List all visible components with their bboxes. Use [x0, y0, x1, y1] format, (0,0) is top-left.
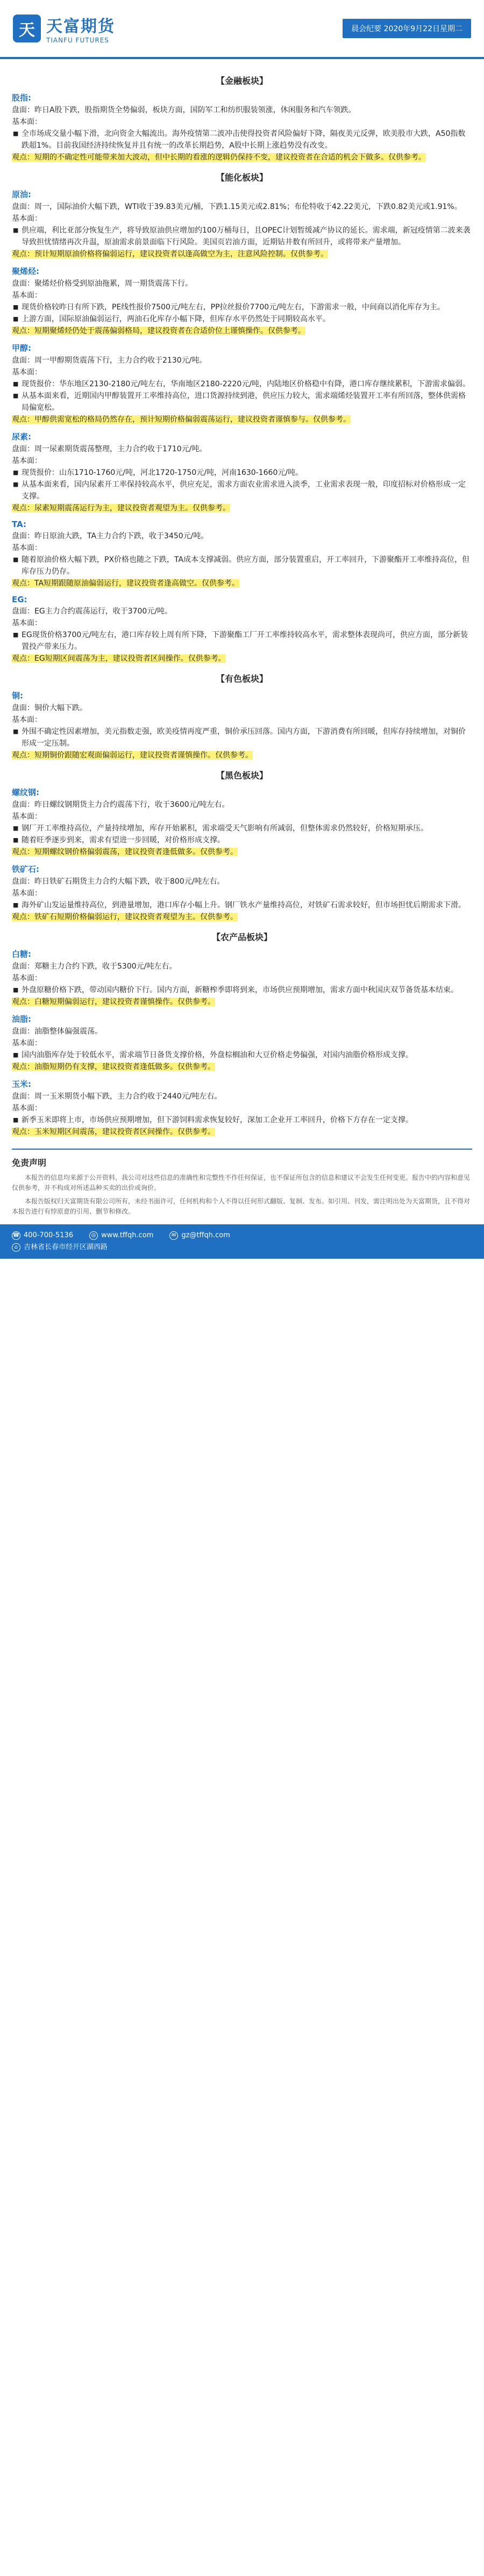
logo-chinese-name: 天富期货: [46, 17, 115, 36]
fundamentals-label: 基本面：: [12, 974, 42, 983]
company-logo: [13, 13, 115, 44]
view-statement: [12, 1126, 472, 1138]
fundamentals-point: ■ 从基本面来看，近期国内甲醇装置开工率维持高位，进口货源持续到港，供应压力较大，需求端烯烃装置开工率有所回落，整体供需格局偏宽松。: [12, 390, 472, 414]
disclaimer-title: 免责声明: [12, 1158, 47, 1168]
view-highlight: 观点：TA短期跟随原油偏弱运行，建议投资者逢高做空。仅供参考。: [12, 579, 240, 588]
footer-address-row: [12, 1242, 472, 1253]
category-title: 白糖:: [12, 949, 31, 959]
fundamentals-point: ■ 国内油脂库存处于较低水平，需求端节日备货支撑价格，外盘棕榈油和大豆价格走势偏强，对国内油脂价格形成支撑。: [12, 1049, 472, 1061]
block-polyolefin: [12, 265, 472, 337]
category-title: 聚烯烃:: [12, 266, 39, 276]
view-highlight: 观点：甲醇供需宽松的格局仍然存在，预计短期价格偏弱震荡运行，建议投资者谨慎参与。仅供参考。: [12, 415, 351, 424]
section-title-black: 【黑色板块】: [216, 770, 268, 781]
fundamentals-label: 基本面：: [12, 619, 42, 627]
block-urea: [12, 431, 472, 514]
market-summary: 盘面：郑糖主力合约下跌，收于5300元/吨左右。: [12, 962, 177, 971]
fundamentals-point: ■ 钢厂开工率维持高位，产量持续增加，库存开始累积，需求端受天气影响有所减弱，但整体需求仍然较好，价格短期承压。: [12, 822, 472, 834]
website-link[interactable]: www.tffqh.com: [101, 1231, 154, 1239]
view-statement: [12, 911, 472, 923]
view-highlight: 观点：短期的不确定性可能带来加大波动，但中长期的看涨的逻辑仍保持不变，建议投资者在合适的机会下做多。仅供参考。: [12, 153, 426, 162]
view-statement: [12, 1061, 472, 1073]
view-statement: [12, 653, 472, 665]
category-title: 股指:: [12, 93, 31, 103]
disclaimer-paragraph: 本报告的信息均来源于公开资料，我公司对这些信息的准确性和完整性不作任何保证，也不保证所包含的信息和建议不会发生任何变更。报告中的内容和意见仅供参考，并不构成对所述品种买卖的出价或询价。: [12, 1174, 471, 1192]
view-statement: [12, 248, 472, 260]
view-highlight: 观点：短期聚烯烃仍处于震荡偏弱格局，建议投资者在合适价位上谨慎操作。仅供参考。: [12, 327, 305, 335]
view-statement: [12, 996, 472, 1008]
block-iron-ore: [12, 863, 472, 923]
fundamentals-label: 基本面：: [12, 716, 42, 724]
block-ta: [12, 519, 472, 589]
report-date-banner: 晨会纪要 2020年9月22日星期二: [343, 19, 471, 38]
phone-icon: ☎: [12, 1231, 20, 1240]
fundamentals-point: ■ 从基本面来看，国内尿素开工率保持较高水平，供应充足，需求方面农业需求进入淡季，工业需求表现一般，印度招标对价格形成一定支撑。: [12, 479, 472, 502]
fundamentals-point: ■ 外盘原糖价格下跌，带动国内糖价下行。国内方面，新糖榨季即将到来，市场供应预期增加，需求方面中秋国庆双节备货基本结束。: [12, 984, 472, 996]
fundamentals-point: ■ 上游方面，国际原油偏弱运行，两油石化库存小幅下降，但库存水平仍然处于同期较高水平。: [12, 313, 472, 325]
block-rebar: [12, 786, 472, 858]
fundamentals-point: ■ 随着旺季逐步到来，需求有望进一步回暖，对价格形成支撑。: [12, 834, 472, 846]
market-summary: 盘面：昨日原油大跌，TA主力合约下跌，收于3450元/吨。: [12, 532, 209, 540]
fundamentals-label: 基本面：: [12, 1039, 42, 1048]
report-header: [0, 0, 484, 59]
fundamentals-point: ■ 供应端，利比亚部分恢复生产，将导致原油供应增加约100万桶每日，且OPEC计划暂缓减产协议的延长。需求端，新冠疫情第二波来袭导致担忧情绪再次升温，原油需求前景面临下行风险。美国页岩油方面，近期钻井数有所回升，或将带来产量增加。: [12, 225, 472, 248]
logo-english-name: TIANFU FUTURES: [46, 37, 109, 44]
category-title: 原油:: [12, 190, 31, 199]
morning-report-page: [0, 0, 484, 1259]
fundamentals-label: 基本面：: [12, 812, 42, 821]
footer-contact-row: [12, 1230, 472, 1242]
fundamentals-label: 基本面：: [12, 889, 42, 898]
market-summary: 盘面：周一，国际油价大幅下跌，WTI收于39.83美元/桶，下跌1.15美元或2.81%；布伦特收于42.22美元，下跌0.82美元或1.91%。: [12, 203, 462, 211]
block-oils: [12, 1013, 472, 1073]
view-highlight: 观点：短期螺纹钢价格偏弱震荡，建议投资者逢低做多。仅供参考。: [12, 848, 238, 856]
fundamentals-point: ■ 现货报价：华东地区2130-2180元/吨左右，华南地区2180-2220元/吨，内陆地区价格稳中有降，港口库存继续累积，下游需求偏弱。: [12, 378, 472, 390]
category-title: 螺纹钢:: [12, 788, 39, 797]
view-statement: [12, 414, 472, 425]
market-summary: 盘面：EG主力合约震荡运行，收于3700元/吨。: [12, 607, 173, 616]
fundamentals-point: ■ 现货报价：山东1710-1760元/吨，河北1720-1750元/吨，河南1630-1660元/吨。: [12, 467, 472, 479]
market-summary: 盘面：油脂整体偏强震荡。: [12, 1027, 102, 1036]
market-summary: 盘面：周一尿素期货震荡整理，主力合约收于1710元/吨。: [12, 445, 207, 453]
category-title: 玉米:: [12, 1079, 31, 1089]
location-icon: ⌂: [12, 1243, 20, 1252]
email-link[interactable]: gz@tffqh.com: [181, 1231, 230, 1239]
fundamentals-point: ■ 新季玉米即将上市，市场供应预期增加，但下游饲料需求恢复较好，深加工企业开工率回升，价格下方存在一定支撑。: [12, 1114, 472, 1126]
fundamentals-label: 基本面：: [12, 214, 42, 223]
fundamentals-label: 基本面：: [12, 118, 42, 126]
fundamentals-label: 基本面：: [12, 1104, 42, 1113]
market-summary: 盘面：聚烯烃价格受到原油拖累，周一期货震荡下行。: [12, 279, 193, 288]
view-highlight: 观点：预计短期原油价格将偏弱运行，建议投资者以逢高做空为主，注意风险控制。仅供参考。: [12, 250, 328, 258]
view-statement: [12, 749, 472, 761]
globe-icon: ◎: [89, 1231, 98, 1240]
block-crude-oil: [12, 189, 472, 260]
section-title-finance: 【金融板块】: [216, 76, 268, 86]
category-title: 铜:: [12, 691, 23, 701]
section-title-agri: 【农产品板块】: [211, 932, 272, 942]
market-summary: 盘面：昨日螺纹钢期货主力合约震荡下行，收于3600元/吨左右。: [12, 800, 230, 809]
view-highlight: 观点：尿素短期震荡运行为主，建议投资者观望为主。仅供参考。: [12, 504, 230, 513]
block-methanol: [12, 342, 472, 425]
view-statement: [12, 502, 472, 514]
section-title-energy: 【能化板块】: [216, 172, 268, 183]
category-title: 尿素:: [12, 432, 31, 442]
view-highlight: 观点：短期铜价跟随宏观面偏弱运行，建议投资者谨慎操作。仅供参考。: [12, 751, 253, 760]
market-summary: 盘面：周一甲醇期货震荡下行，主力合约收于2130元/吨。: [12, 356, 207, 365]
category-title: 铁矿石:: [12, 864, 39, 874]
market-summary: 盘面：昨日A股下跌，股指期货全势偏弱，板块方面，国防军工和纺织服装领涨，休闲服务和汽车领跌。: [12, 106, 356, 114]
category-title: EG:: [12, 595, 27, 604]
report-content: [0, 59, 484, 1217]
category-title: 油脂:: [12, 1014, 31, 1024]
fundamentals-label: 基本面：: [12, 291, 42, 300]
market-summary: 盘面：周一玉米期货小幅下跌，主力合约收于2440元/吨左右。: [12, 1092, 222, 1101]
view-statement: [12, 325, 472, 337]
footer-website[interactable]: [89, 1230, 153, 1242]
fundamentals-point: ■ 随着原油价格大幅下跌，PX价格也随之下跌，TA成本支撑减弱。供应方面，部分装置重启，开工率回升，下游聚酯开工率维持高位，但库存压力仍存。: [12, 554, 472, 578]
logo-mark-icon: 天: [13, 15, 41, 42]
footer-phone: [12, 1230, 73, 1242]
block-corn: [12, 1078, 472, 1138]
view-statement: [12, 578, 472, 589]
block-stock-index: [12, 92, 472, 163]
report-footer: [0, 1224, 484, 1259]
view-highlight: 观点：白糖短期偏弱运行，建议投资者谨慎操作。仅供参考。: [12, 998, 215, 1006]
view-highlight: 观点：玉米短期区间震荡，建议投资者区间操作。仅供参考。: [12, 1128, 215, 1136]
fundamentals-point: ■ 现货价格较昨日有所下跌，PE线性报价7500元/吨左右，PP拉丝报价7700元/吨左右，下游需求一般，中间商以消化库存为主。: [12, 301, 472, 313]
fundamentals-point: ■ 海外矿山发运量维持高位，到港量增加，港口库存小幅上升。钢厂铁水产量维持高位，对铁矿石需求较好，但市场担忧后期需求下滑。: [12, 899, 472, 911]
view-statement: [12, 846, 472, 858]
fundamentals-label: 基本面：: [12, 544, 42, 552]
logo-text: [46, 13, 115, 44]
market-summary: 盘面：铜价大幅下跌。: [12, 704, 87, 712]
footer-email[interactable]: [169, 1230, 230, 1242]
fundamentals-point: ■ EG现货价格3700元/吨左右，港口库存较上周有所下降，下游聚酯工厂开工率维持较高水平，需求整体表现尚可，供应方面，部分新装置投产带来压力。: [12, 629, 472, 653]
view-highlight: 观点：油脂短期仍有支撑，建议投资者逢低做多。仅供参考。: [12, 1063, 215, 1071]
fundamentals-label: 基本面：: [12, 457, 42, 465]
address-text: 吉林省长春市经开区湖西路: [24, 1243, 108, 1251]
mail-icon: ✉: [169, 1231, 178, 1240]
block-sugar: [12, 948, 472, 1008]
section-title-metals: 【有色板块】: [216, 674, 268, 684]
disclaimer-paragraph: 本报告版权归天富期货有限公司所有，未经书面许可，任何机构和个人不得以任何形式翻版、复制、发布。如引用、刊发，需注明出处为天富期货，且不得对本报告进行有悖原意的引用、删节和修改。: [12, 1197, 471, 1215]
market-summary: 盘面：昨日铁矿石期货主力合约大幅下跌，收于800元/吨左右。: [12, 877, 225, 886]
footer-address: [12, 1242, 108, 1253]
view-statement: [12, 151, 472, 163]
fundamentals-point: ■ 全市场成交量小幅下滑，北向资金大幅流出。海外疫情第二波冲击使得投资者风险偏好下降，隔夜美元反弹，欧美股市大跌，A50指数跌超1%。目前我国经济持续恢复并且有统一的改革长期趋势，A股中长期上涨趋势没有改变。: [12, 128, 472, 151]
fundamentals-point: ■ 外围不确定性因素增加，美元指数走强，欧美疫情再度严重，铜价承压回落。国内方面，下游消费有所回暖，但库存持续增加，对铜价形成一定压制。: [12, 726, 472, 749]
disclaimer: [12, 1149, 472, 1217]
category-title: 甲醇:: [12, 343, 31, 353]
fundamentals-label: 基本面：: [12, 368, 42, 377]
block-eg: [12, 595, 472, 665]
view-highlight: 观点：EG短期区间震荡为主，建议投资者区间操作。仅供参考。: [12, 654, 226, 663]
block-copper: [12, 690, 472, 761]
phone-number: 400-700-5136: [24, 1231, 74, 1239]
view-highlight: 观点：铁矿石短期价格偏弱运行，建议投资者观望为主。仅供参考。: [12, 913, 238, 921]
category-title: TA:: [12, 519, 26, 529]
